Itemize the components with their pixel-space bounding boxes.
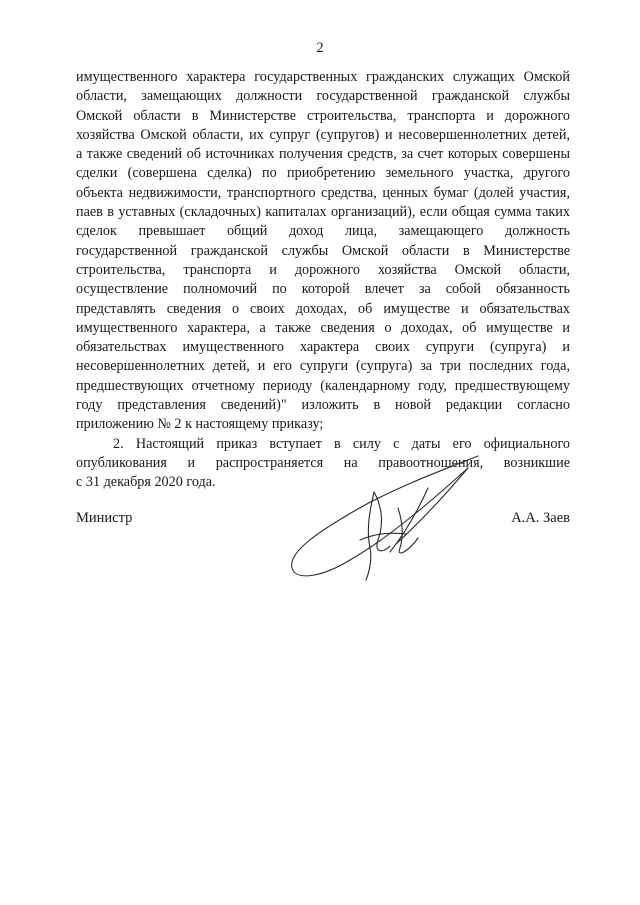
text-line: году представления сведений)" изложить в новой редакции согласно xyxy=(76,397,570,414)
text-line: имущественного характера государственных гражданских служащих Омской xyxy=(76,69,570,85)
text-line: а также сведений об источниках получения средств, за счет которых совершены xyxy=(76,146,570,163)
text-line: 2. Настоящий приказ вступает в силу с даты его официального xyxy=(113,435,570,452)
signatory-role: Министр xyxy=(76,510,133,526)
text-line: строительства, транспорта и дорожного хозяйства Омской области, xyxy=(76,261,570,278)
document-body xyxy=(76,68,570,493)
text-line: предшествующих отчетному периоду (календарному году, предшествующему xyxy=(76,377,570,394)
text-line: несовершеннолетних детей, и его супруги (супруга) за три последних года, xyxy=(76,358,570,375)
text-line: области, замещающих должности государственной гражданской службы xyxy=(76,88,570,105)
page-number: 2 xyxy=(316,40,324,56)
text-line: имущественного характера, а также сведения о доходах, об имуществе и xyxy=(76,319,570,336)
signatory-name: А.А. Заев xyxy=(511,510,570,526)
text-line: осуществление полномочий по которой влечет за собой обязанность xyxy=(76,281,570,298)
text-line: паев в уставных (складочных) капиталах организаций), если общая сумма таких xyxy=(76,204,570,221)
text-line: обязательствах имущественного характера своих супруги (супруга) и xyxy=(76,339,570,356)
text-line: представлять сведения о своих доходах, об имуществе и обязательствах xyxy=(76,300,570,317)
text-line: сделок превышает общий доход лица, замещающего должность xyxy=(76,223,570,240)
text-line: приложению № 2 к настоящему приказу; xyxy=(76,416,324,433)
text-line: государственной гражданской службы Омской области в Министерстве xyxy=(76,242,570,259)
text-line: Омской области в Министерстве строительства, транспорта и дорожного xyxy=(76,107,570,124)
text-line: с 31 декабря 2020 года. xyxy=(76,474,216,491)
handwritten-signature xyxy=(278,448,498,588)
text-line: хозяйства Омской области, их супруг (супругов) и несовершеннолетних детей, xyxy=(76,126,570,143)
text-line: объекта недвижимости, транспортного средства, ценных бумаг (долей участия, xyxy=(76,184,570,201)
text-line: опубликования и распространяется на правоотношения, возникшие xyxy=(76,454,570,471)
text-line: сделки (совершена сделка) по приобретению земельного участка, другого xyxy=(76,165,570,182)
